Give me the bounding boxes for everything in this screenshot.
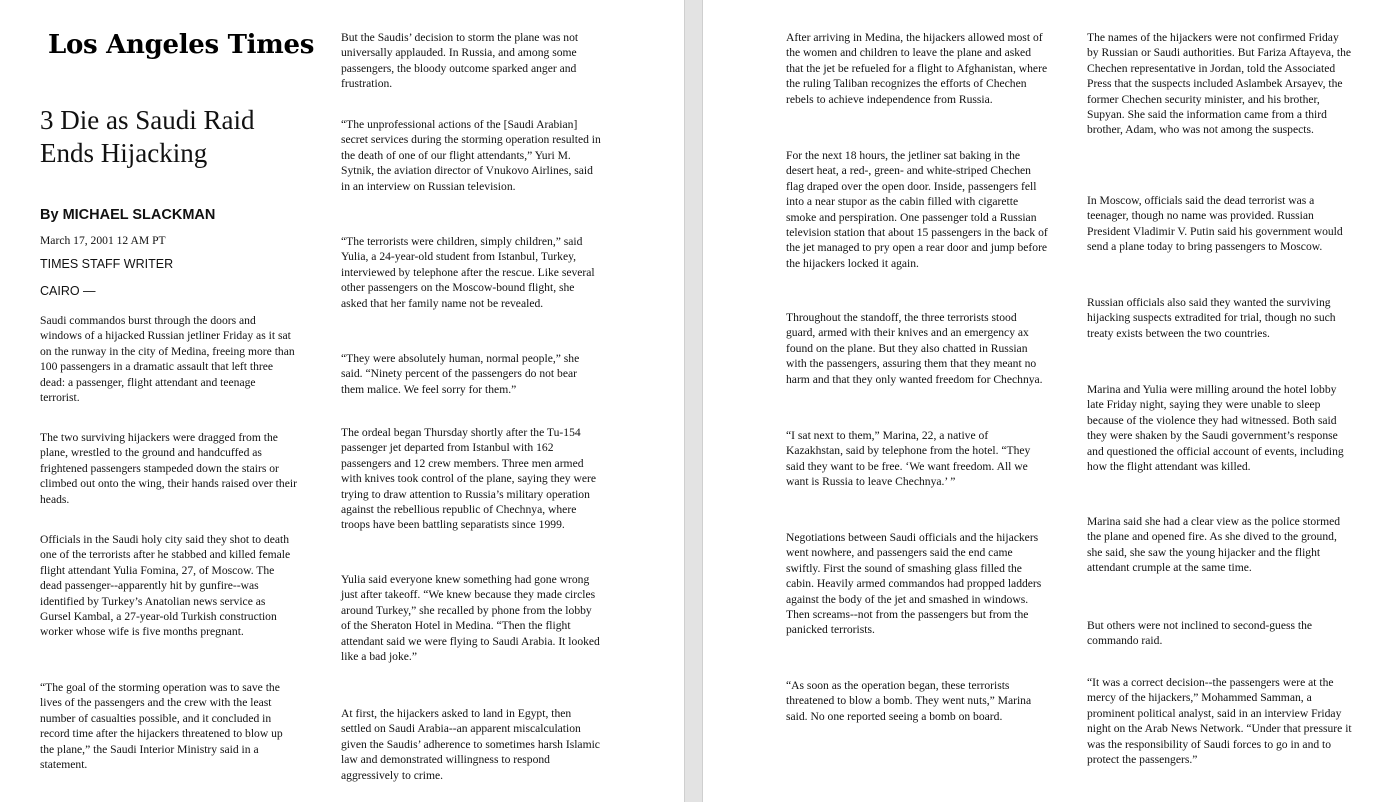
dateline: March 17, 2001 12 AM PT [40,234,166,247]
paragraph: “As soon as the operation began, these terrorists threatened to blow a bomb. They went nuts,” Marina said. No one reported seeing a bomb on board. [786,679,1032,723]
paragraph: “The goal of the storming operation was to save the lives of the passengers and the crew with the least number of casualties possible, and it concluded in record time after the hijackers threatened to blow up the plane,” the Saudi Interior Ministry said in a statement. [40,681,283,772]
paragraph: But the Saudis’ decision to storm the plane was not universally applauded. In Russia, and among some passengers, the bloody outcome sparked anger and frustration. [341,31,579,91]
paragraph: After arriving in Medina, the hijackers allowed most of the women and children to leave the plane and asked that the jet be refueled for a flight to Afghanistan, where the ruling Taliban recognizes the efforts of Chechen rebels to achieve independence from Russia. [786,31,1048,106]
paragraph: Saudi commandos burst through the doors and windows of a hijacked Russian jetliner Friday as it sat on the runway in the city of Medina, freeing more than 100 passengers in a dramatic assault that left three dead: a passenger, flight attendant and teenage terrorist. [40,314,295,405]
article-headline: 3 Die as Saudi Raid Ends Hijacking [40,105,255,168]
paragraph: Russian officials also said they wanted the surviving hijacking suspects extradited for trial, though no such treaty exists between the two countries. [1087,296,1336,340]
paragraph: “The unprofessional actions of the [Saudi Arabian] secret services during the storming operation resulted in the death of one of our flight attendants,” Yuri M. Sytnik, the aviation director of Vnukovo Airlines, said in an interview on Russian television. [341,118,601,193]
paragraph: “It was a correct decision--the passengers were at the mercy of the hijackers,” Mohammed Samman, a prominent political analyst, said in an interview Friday night on the Arab News Network. “Under that pressure it was the responsibility of Saudi forces to go in and to protect the passengers.” [1087,676,1352,767]
page-gutter [684,0,703,802]
masthead-logo: Los Angeles Times [48,30,315,60]
paragraph: Yulia said everyone knew something had gone wrong just after takeoff. “We knew because they made circles around Turkey,” she recalled by phone from the lobby of the Sheraton Hotel in Medina. “Then the flight attendant said we were flying to Saudi Arabia. It looked like a bad joke.” [341,573,600,664]
paragraph: Officials in the Saudi holy city said they shot to death one of the terrorists after he stabbed and killed female flight attendant Yulia Fomina, 27, of Moscow. The dead passenger--apparently hit by gunfire--was identified by Turkey’s Anatolian news service as Gursel Kambal, a 27-year-old Turkish construction worker whose wife is five months pregnant. [40,533,291,639]
staff-writer-label: TIMES STAFF WRITER [40,257,174,271]
paragraph: “I sat next to them,” Marina, 22, a native of Kazakhstan, said by telephone from the hotel. “They said they want to be free. ‘We want freedom. All we want is Russia to leave Chechnya.’ ” [786,429,1031,489]
paragraph: Marina said she had a clear view as the police stormed the plane and opened fire. As she dived to the ground, she said, she saw the young hijacker and the flight attendant crumple at the same time. [1087,515,1341,575]
paragraph: Throughout the standoff, the three terrorists stood guard, armed with their knives and an emergency ax found on the plane. But they also chatted in Russian with the passengers, assuring them that they meant no harm and that they only wanted freedom for Chechnya. [786,311,1043,386]
document-page-left [0,0,684,802]
byline: By MICHAEL SLACKMAN [40,207,216,223]
document-page-right [703,0,1379,802]
paragraph: The two surviving hijackers were dragged from the plane, wrestled to the ground and handcuffed as frightened passengers stampeded down the stairs or climbed out onto the wing, their hands raised over their heads. [40,431,297,506]
paragraph: Negotiations between Saudi officials and the hijackers went nowhere, and passengers said the end came swiftly. First the sound of smashing glass filled the cabin. Heavily armed commandos had propped ladders against the body of the jet and smashed in windows. Then screams--not from the passengers but from the panicked terrorists. [786,531,1042,637]
paragraph: At first, the hijackers asked to land in Egypt, then settled on Saudi Arabia--an apparent miscalculation given the Saudis’ adherence to sometimes harsh Islamic law and demonstrated willingness to respond aggressively to crime. [341,707,600,782]
paragraph: The ordeal began Thursday shortly after the Tu-154 passenger jet departed from Istanbul with 162 passengers and 12 crew members. Three men armed with knives took control of the plane, saying they were trying to draw attention to Russia’s military operation against the rebellious republic of Chechnya, where troops have been battling separatists since 1999. [341,426,597,532]
paragraph: But others were not inclined to second-guess the commando raid. [1087,619,1313,648]
paragraph: In Moscow, officials said the dead terrorist was a teenager, though no name was provided. Russian President Vladimir V. Putin said his government would send a plane today to bring passengers to Moscow. [1087,194,1343,254]
paragraph: For the next 18 hours, the jetliner sat baking in the desert heat, a red-, green- and white-striped Chechen flag draped over the open door. Inside, passengers fell into a near stupor as the cabin filled with cigarette smoke and perspiration. One passenger told a Russian television station that about 15 passengers in the back of the jet managed to pry open a rear door and jump before the hijackers locked it again. [786,149,1048,270]
paragraph: Marina and Yulia were milling around the hotel lobby late Friday night, saying they were unable to sleep because of the violence they had witnessed. Both said they were shaken by the Saudi government’s response and questioned the official account of events, including how the flight attendant was killed. [1087,383,1344,474]
paragraph: The names of the hijackers were not confirmed Friday by Russian or Saudi authorities. But Fariza Aftayeva, the Chechen representative in Jordan, told the Associated Press that the suspects included Aslambek Arsayev, the former Chechen security minister, and his brother, Supyan. She said the information came from a third brother, Adam, who was not among the suspects. [1087,31,1352,137]
location-label: CAIRO — [40,284,96,298]
paragraph: “The terrorists were children, simply children,” said Yulia, a 24-year-old student from Istanbul, Turkey, interviewed by telephone after the rescue. Like several other passengers on the Moscow-bound flight, she asked that her family name not be revealed. [341,235,595,310]
paragraph: “They were absolutely human, normal people,” she said. “Ninety percent of the passengers do not bear them malice. We feel sorry for them.” [341,352,580,396]
